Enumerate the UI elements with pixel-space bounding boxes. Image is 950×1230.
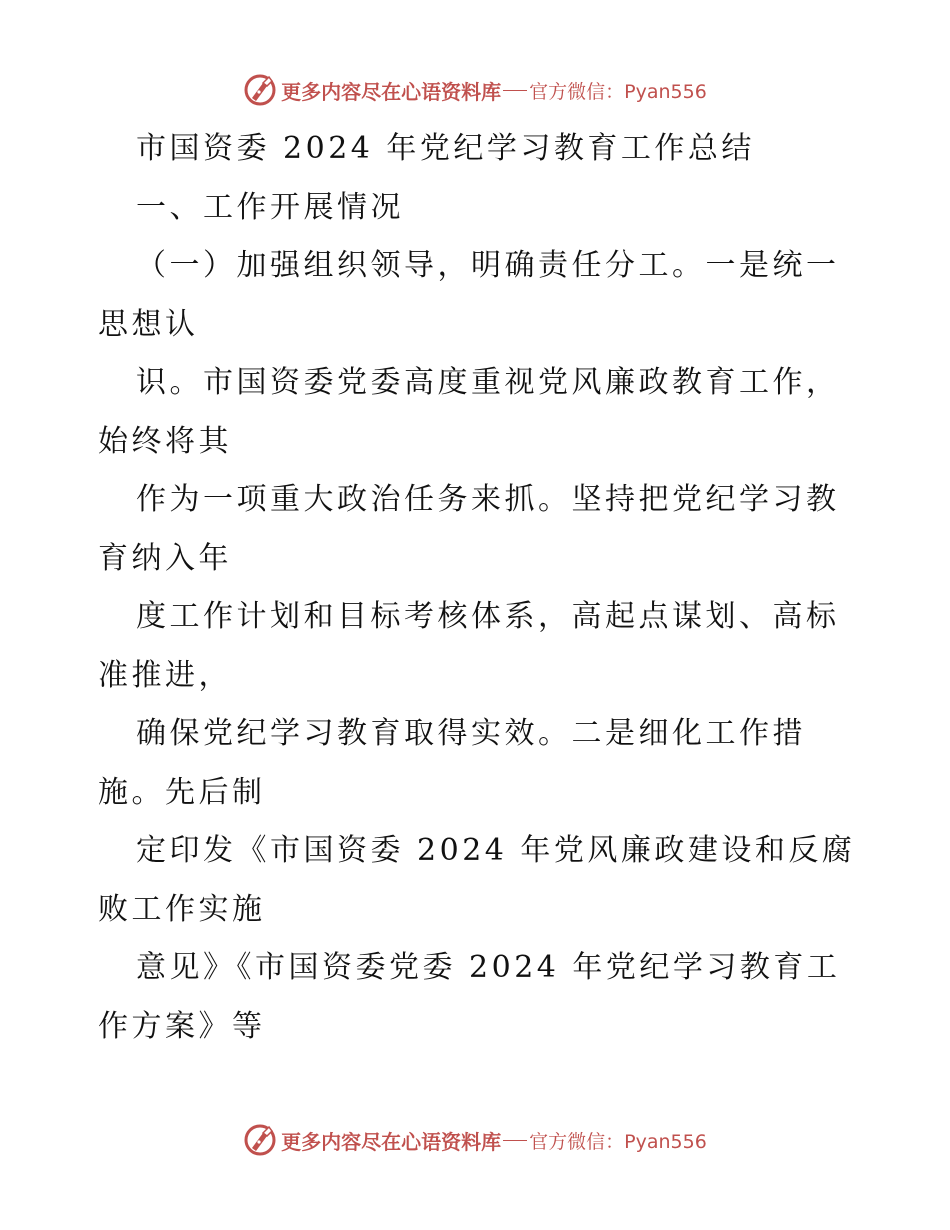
- doc-line: 育纳入年: [98, 540, 232, 576]
- doc-line: 准推进，: [98, 657, 232, 693]
- doc-line: （一）加强组织领导，明确责任分工。一是统一: [136, 248, 840, 283]
- doc-line: 败工作实施: [98, 891, 266, 927]
- footer-banner: [0, 1120, 950, 1160]
- doc-line: 始终将其: [98, 423, 232, 459]
- doc-line: 作方案》等: [98, 1008, 266, 1044]
- banner-divider: [503, 1140, 527, 1141]
- banner-divider: [503, 90, 527, 91]
- doc-line: 定印发《市国资委 2024 年党风廉政建设和反腐: [136, 833, 856, 868]
- doc-line: 市国资委 2024 年党纪学习教育工作总结: [136, 131, 755, 166]
- doc-line: 作为一项重大政治任务来抓。坚持把党纪学习教: [136, 482, 840, 517]
- banner-title: 更多内容尽在心语资料库: [281, 79, 502, 104]
- banner-wechat: 官方微信：Pyan556: [529, 1130, 707, 1153]
- banner-wechat: 官方微信：Pyan556: [529, 80, 707, 103]
- doc-line: 施。先后制: [98, 774, 266, 810]
- document-body: [98, 120, 858, 1056]
- doc-line: 意见》《市国资委党委 2024 年党纪学习教育工: [136, 950, 841, 985]
- banner-title: 更多内容尽在心语资料库: [281, 1129, 502, 1154]
- fountain-pen-circle-icon: [243, 1123, 277, 1157]
- doc-line: 思想认: [98, 306, 199, 342]
- doc-line: 确保党纪学习教育取得实效。二是细化工作措: [136, 716, 806, 751]
- fountain-pen-circle-icon: [243, 73, 277, 107]
- doc-line: 识。市国资委党委高度重视党风廉政教育工作，: [136, 365, 840, 400]
- doc-line: 度工作计划和目标考核体系，高起点谋划、高标: [136, 599, 840, 634]
- doc-line: 一、工作开展情况: [136, 189, 404, 225]
- header-banner: [0, 70, 950, 110]
